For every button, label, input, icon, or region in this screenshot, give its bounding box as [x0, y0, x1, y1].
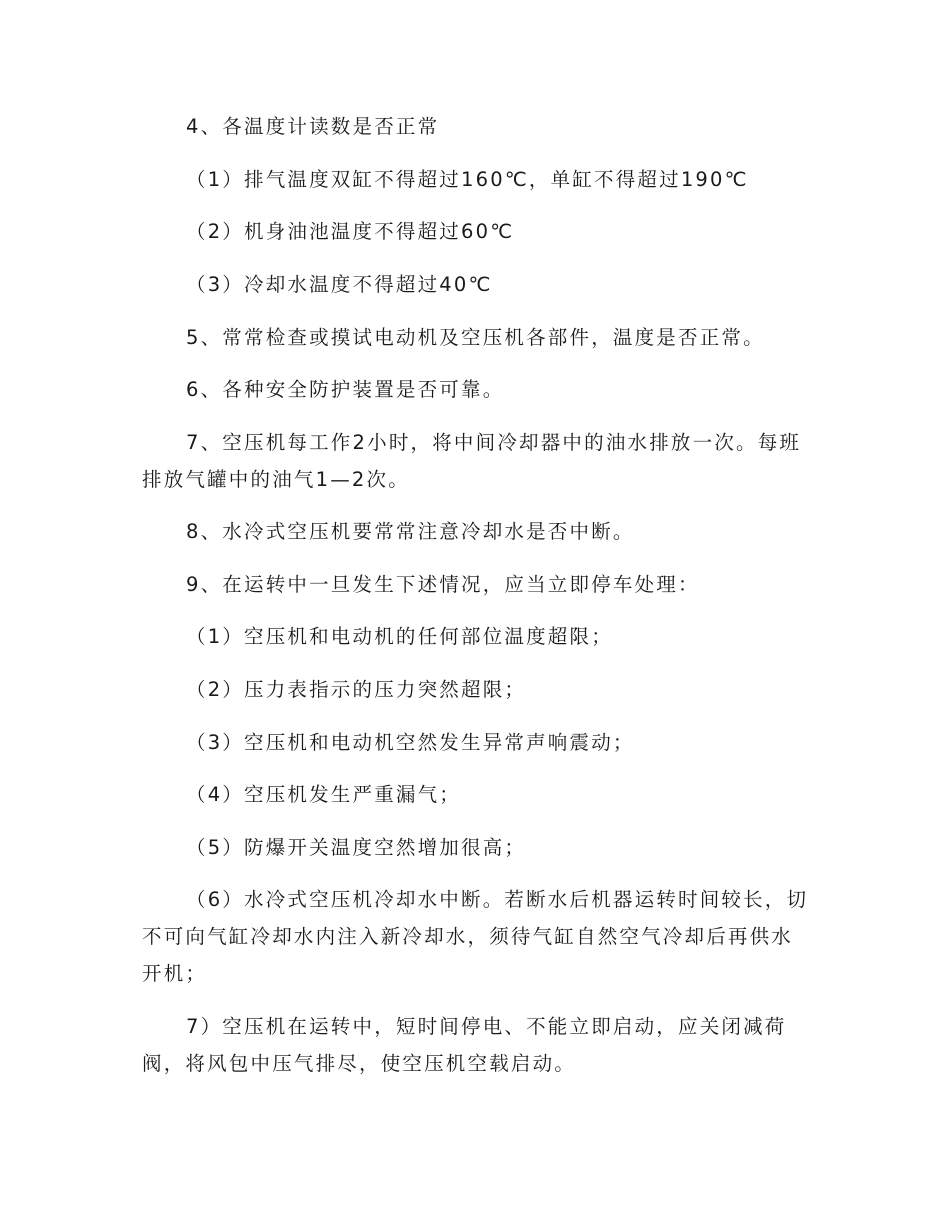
section-9-heading: 9、在运转中一旦发生下述情况，应当立即停车处理： [186, 573, 700, 596]
stop-condition-6-line-2: 不可向气缸冷却水内注入新冷却水，须待气缸自然空气冷却后再供水 [142, 925, 794, 948]
section-7-paragraph-line-2: 排放气罐中的油气1—2次。 [142, 468, 410, 491]
section-6-paragraph: 6、各种安全防护装置是否可靠。 [186, 378, 505, 401]
item-oil-sump-temperature: （2）机身油池温度不得超过60℃ [186, 220, 515, 243]
stop-condition-2: （2）压力表指示的压力突然超限； [186, 678, 527, 701]
stop-condition-3: （3）空压机和电动机空然发生异常声响震动； [186, 731, 635, 754]
section-8-paragraph: 8、水冷式空压机要常常注意冷却水是否中断。 [186, 520, 635, 543]
item-cooling-water-temperature: （3）冷却水温度不得超过40℃ [186, 273, 493, 296]
power-outage-paragraph-line-2: 阀，将风包中压气排尽，使空压机空载启动。 [142, 1052, 577, 1075]
section-7-paragraph-line-1: 7、空压机每工作2小时，将中间冷却器中的油水排放一次。每班 [186, 431, 802, 454]
stop-condition-5: （5）防爆开关温度空然增加很高； [186, 836, 527, 859]
section-5-paragraph: 5、常常检查或摸试电动机及空压机各部件，温度是否正常。 [186, 326, 765, 349]
stop-condition-4: （4）空压机发生严重漏气； [186, 783, 462, 806]
stop-condition-6-line-3: 开机； [142, 962, 208, 985]
stop-condition-6-line-1: （6）水冷式空压机冷却水中断。若断水后机器运转时间较长，切 [186, 888, 809, 911]
stop-condition-1: （1）空压机和电动机的任何部位温度超限； [186, 625, 613, 648]
item-exhaust-temperature: （1）排气温度双缸不得超过160℃，单缸不得超过190℃ [186, 168, 749, 191]
section-4-heading: 4、各温度计读数是否正常 [186, 115, 440, 138]
power-outage-paragraph-line-1: 7）空压机在运转中，短时间停电、不能立即启动，应关闭减荷 [186, 1015, 787, 1038]
